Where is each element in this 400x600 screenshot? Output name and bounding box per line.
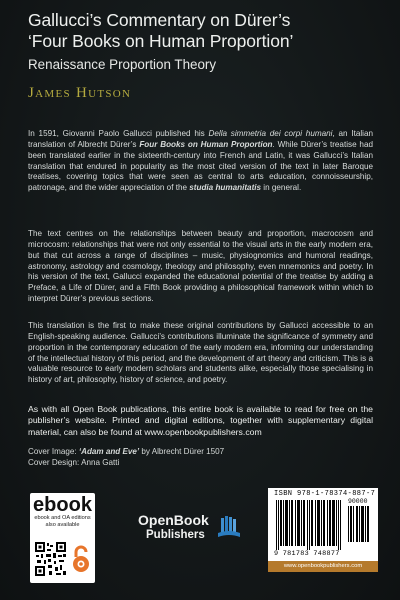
blurb-paragraph-1: In 1591, Giovanni Paolo Gallucci published his Della simmetria dei corpi humani, an Italian translation of Albrecht Dürer’s Four Books on Human Proportion. While Dürer’s treatise had been translated earlier in the sixteenth-century into French and Latin, it was Gallucci’s Italian translation that endured in popularity as the most cited version of the text in later Baroque treatises, covering topics that were seen as central to arts education, connoisseurship, patronage, and the wider appreciation of the studia humanitatis in general. [28, 129, 373, 193]
open-access-lock-icon [70, 545, 92, 573]
barcode-number: 9 781783 748877 [274, 550, 340, 558]
open-access-note: As with all Open Book publications, this entire book is available to read for free on the publisher’s website. Printed and digital editions, together with supplementary digital material, can also be found at www.openbookpublishers.com [28, 404, 373, 437]
ebook-wordmark: ebook [33, 494, 92, 516]
open-book-icon [216, 515, 242, 541]
cover-image-credit: Cover Image: ‘Adam and Eve’ by Albrecht Dürer 1507 [28, 447, 225, 456]
barcode-icon [274, 500, 372, 550]
cover-credits [28, 447, 224, 469]
isbn-barcode [268, 488, 378, 561]
ebook-note-line-2: also available [45, 522, 80, 528]
publisher-sub: Publishers [146, 529, 205, 541]
price-code: 90000 [348, 498, 368, 505]
title-line-1: Gallucci’s Commentary on Dürer’s [28, 10, 291, 30]
blurb-paragraph-3: This translation is the first to make these original contributions by Gallucci accessible to an English-speaking audience. Gallucci’s contributions illuminate the significance of symmetry and proportion in the contemporary education of the early modern era, informing our understanding of the intellectual history of this period, and the development of art theory and criticism. This is a valuable resource to early modern scholars and students alike, especially those specialising in history of art, philosophy, history of science, and poetry. [28, 321, 373, 385]
book-title [28, 10, 378, 52]
cover-design-credit: Cover Design: Anna Gatti [28, 457, 120, 467]
publisher-logo [138, 512, 248, 548]
isbn-label: ISBN 978-1-78374-887-7 [274, 490, 376, 498]
title-line-2: ‘Four Books on Human Proportion’ [28, 31, 294, 51]
author-name: James Hutson [28, 85, 132, 101]
publisher-url: www.openbookpublishers.com [268, 561, 378, 572]
qr-code-icon [34, 541, 67, 577]
ebook-badge [30, 493, 95, 583]
book-subtitle: Renaissance Proportion Theory [28, 57, 217, 72]
publisher-name: OpenBook [138, 512, 209, 528]
blurb-paragraph-2: The text centres on the relationships between beauty and proportion, macrocosm and microcosm: relationships that were not only essential to the visual arts in the early modern era, but that cut across a range of disciplines – music, physiognomics and humoral readings, astronomy, astrology and cosmology, theology and philosophy, even mnemonics and poetry. In his version of the text, Gallucci expanded the educational potential of the treatise by adding a Preface, a Life of Dürer, and a Fifth Book providing a philosophical framework within which to interpret Dürer’s previous sections. [28, 229, 373, 304]
ebook-note-line-1: ebook and OA editions [34, 515, 91, 521]
